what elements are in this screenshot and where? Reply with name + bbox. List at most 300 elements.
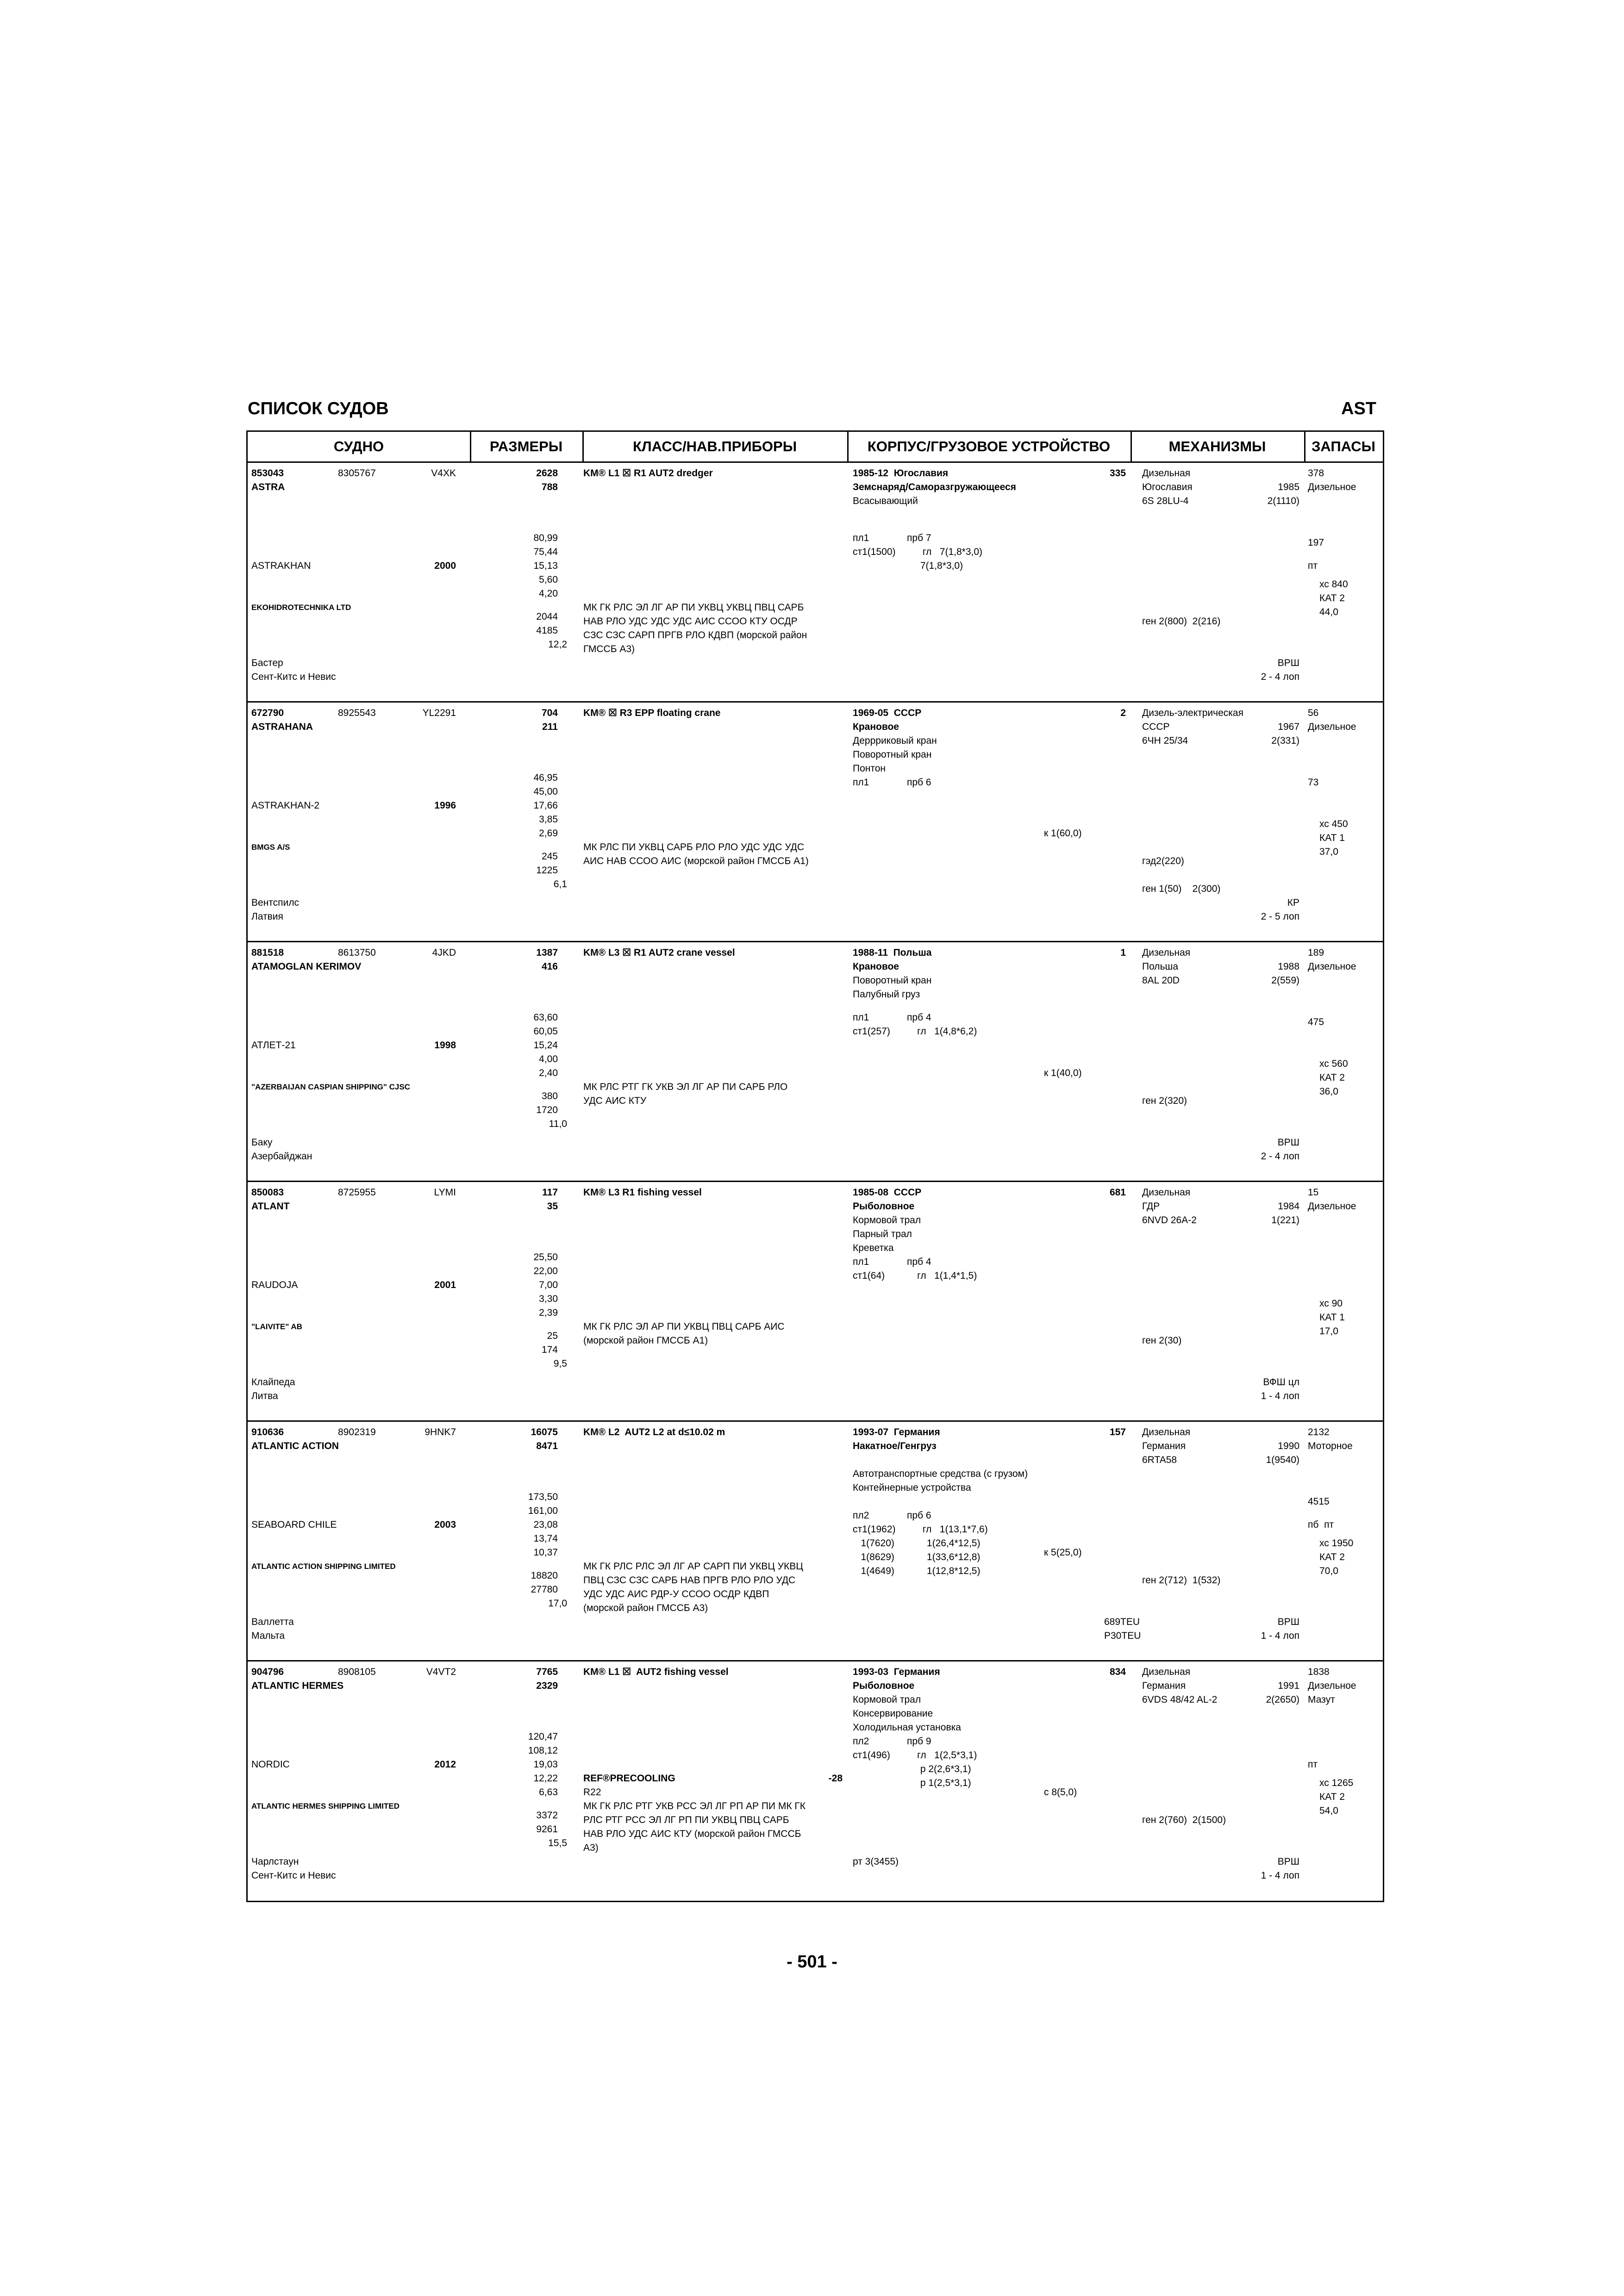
- gross-tonnage: 1387: [536, 947, 558, 958]
- ship-register-table: [246, 430, 1384, 1902]
- rename-year: 1998: [434, 1040, 456, 1051]
- dimension-value: 2,40: [539, 1068, 558, 1078]
- machinery-model: 6VDS 48/42 AL-2: [1142, 1694, 1218, 1705]
- dimension-value: 60,05: [533, 1026, 558, 1037]
- ship-type: Накатное/Генгруз: [853, 1441, 937, 1451]
- deadweight-value: 27780: [531, 1584, 558, 1595]
- propeller: ВФШ цл: [1263, 1377, 1299, 1388]
- machinery-year: 1985: [1278, 482, 1299, 492]
- class-notation: KM® L1 ☒ AUT2 fishing vessel: [583, 1667, 729, 1677]
- teu-2: P30TEU: [1104, 1630, 1141, 1641]
- page-code: AST: [1341, 399, 1376, 418]
- supply-2: Дизельное: [1308, 482, 1356, 492]
- propeller-blades: 2 - 4 лоп: [1261, 672, 1299, 682]
- build-info: 1993-07 Германия: [853, 1427, 940, 1437]
- hull-line: Парный трал: [853, 1229, 912, 1239]
- ice-2: КАТ 2: [1319, 1792, 1345, 1802]
- ice-3: 54,0: [1319, 1805, 1338, 1816]
- deadweight-value: 2044: [536, 611, 558, 622]
- refrigeration: рт 3(3455): [853, 1856, 899, 1867]
- ship-type: Земснаряд/Саморазгружающееся: [853, 482, 1016, 492]
- hull-line: Кормовой трал: [853, 1694, 921, 1705]
- deadweight-value: 3372: [536, 1810, 558, 1821]
- reg-number: 881518: [251, 947, 284, 958]
- ship-entry: [248, 463, 1383, 703]
- deck-line: р 2(2,6*3,1): [853, 1764, 971, 1774]
- build-info: 1985-08 СССР: [853, 1187, 922, 1198]
- ship-type: Рыболовное: [853, 1201, 915, 1212]
- nav-line: УДС АИС КТУ: [583, 1095, 647, 1106]
- deadweight-value: 15,5: [548, 1838, 567, 1848]
- dimension-value: 161,00: [528, 1506, 558, 1516]
- ref-class: REF®PRECOOLING: [583, 1773, 675, 1784]
- deadweight-value: 4185: [536, 625, 558, 636]
- dimension-value: 13,74: [533, 1533, 558, 1544]
- flag: Мальта: [251, 1630, 285, 1641]
- imo-number: 8908105: [338, 1667, 376, 1677]
- generators: ген 2(760) 2(1500): [1142, 1815, 1226, 1825]
- deck-line: пл1 прб 4: [853, 1257, 931, 1267]
- hull-line: Консервирование: [853, 1708, 933, 1719]
- port-of-registry: Клайпеда: [251, 1377, 295, 1388]
- machinery-model: 6ЧН 25/34: [1142, 735, 1188, 746]
- machinery-type: Дизельная: [1142, 1427, 1191, 1437]
- port-of-registry: Баку: [251, 1137, 273, 1148]
- supply-4: пт: [1308, 1759, 1318, 1770]
- crane-info: с 8(5,0): [1044, 1787, 1077, 1798]
- class-notation: KM® L2 AUT2 L2 at d≤10.02 m: [583, 1427, 725, 1437]
- imo-number: 8305767: [338, 468, 376, 479]
- ice-1: хс 1950: [1319, 1538, 1354, 1549]
- ice-3: 70,0: [1319, 1566, 1338, 1576]
- supply-4: пб пт: [1308, 1519, 1334, 1530]
- hull-line: Креветка: [853, 1243, 894, 1253]
- hull-line: Всасывающий: [853, 496, 918, 506]
- machinery-country: ГДР: [1142, 1201, 1160, 1212]
- deadweight-value: 6,1: [553, 879, 567, 890]
- page-title: СПИСОК СУДОВ: [248, 399, 389, 418]
- gross-tonnage: 704: [541, 708, 558, 718]
- generators: ген 2(30): [1142, 1335, 1182, 1346]
- propeller: ВРШ: [1277, 1137, 1299, 1148]
- nav-line: (морской район ГМССБ А1): [583, 1335, 708, 1346]
- hull-line: Поворотный кран: [853, 975, 932, 986]
- nav-line: НАВ РЛО УДС УДС УДС АИС ССОО КТУ ОСДР: [583, 616, 798, 627]
- dimension-value: 17,66: [533, 800, 558, 811]
- deck-line: ст1(496) гл 1(2,5*3,1): [853, 1750, 977, 1761]
- net-tonnage: 211: [542, 722, 558, 732]
- propeller: ВРШ: [1277, 1856, 1299, 1867]
- build-info: 1993-03 Германия: [853, 1667, 940, 1677]
- crane-info: к 5(25,0): [1044, 1547, 1082, 1558]
- call-sign: V4VT2: [426, 1667, 456, 1677]
- supply-2: Дизельное: [1308, 1201, 1356, 1212]
- hull-line: Автотранспортные средства (с грузом): [853, 1468, 1028, 1479]
- ship-entry: [248, 1182, 1383, 1422]
- nav-line: (морской район ГМССБ А3): [583, 1603, 708, 1613]
- port-of-registry: Бастер: [251, 658, 283, 668]
- supply-4: пт: [1308, 560, 1318, 571]
- owner: "AZERBAIJAN CASPIAN SHIPPING" CJSC: [251, 1083, 410, 1091]
- net-tonnage: 416: [541, 961, 558, 972]
- nav-line: СЗС СЗС САРП ПРГВ РЛО КДВП (морской район: [583, 630, 807, 641]
- machinery-type: Дизельная: [1142, 947, 1191, 958]
- ship-name: ATLANTIC ACTION: [251, 1441, 339, 1451]
- dimension-value: 5,60: [539, 574, 558, 585]
- dimension-value: 2,39: [539, 1307, 558, 1318]
- rename-year: 2003: [434, 1519, 456, 1530]
- rename-year: 1996: [434, 800, 456, 811]
- dimension-value: 120,47: [528, 1731, 558, 1742]
- teu-1: 689TEU: [1104, 1617, 1140, 1627]
- col-class: КЛАСС/НАВ.ПРИБОРЫ: [582, 432, 847, 463]
- deadweight-value: 17,0: [548, 1598, 567, 1609]
- hull-line: Контейнерные устройства: [853, 1482, 971, 1493]
- generators: гэд2(220): [1142, 856, 1184, 866]
- supply-2: Дизельное: [1308, 722, 1356, 732]
- dimension-value: 22,00: [533, 1266, 558, 1276]
- hull-line: Палубный груз: [853, 989, 920, 1000]
- owner: ATLANTIC ACTION SHIPPING LIMITED: [251, 1562, 396, 1571]
- reg-number: 850083: [251, 1187, 284, 1198]
- crane-info: к 1(60,0): [1044, 828, 1082, 839]
- gross-tonnage: 7765: [536, 1667, 558, 1677]
- col-dimensions: РАЗМЕРЫ: [470, 432, 582, 463]
- generators: ген 2(800) 2(216): [1142, 616, 1221, 627]
- supply-3: 475: [1308, 1017, 1324, 1027]
- ship-name: ASTRA: [251, 482, 285, 492]
- ship-entry: [248, 1661, 1383, 1901]
- machinery-type: Дизельная: [1142, 1187, 1191, 1198]
- class-notation: KM® L3 ☒ R1 AUT2 crane vessel: [583, 947, 735, 958]
- machinery-year: 1990: [1278, 1441, 1299, 1451]
- supply-3: 73: [1308, 777, 1319, 788]
- dimension-value: 15,24: [533, 1040, 558, 1051]
- imo-number: 8902319: [338, 1427, 376, 1437]
- dimension-value: 25,50: [533, 1252, 558, 1263]
- machinery-type: Дизельная: [1142, 1667, 1191, 1677]
- ship-name: ATLANTIC HERMES: [251, 1680, 344, 1691]
- dimension-value: 173,50: [528, 1492, 558, 1502]
- nav-line: МК ГК РЛС РТГ УКВ РСС ЭЛ ЛГ РП АР ПИ МК ГК: [583, 1801, 806, 1811]
- ice-2: КАТ 1: [1319, 833, 1345, 843]
- owner: ATLANTIC HERMES SHIPPING LIMITED: [251, 1802, 400, 1811]
- nav-line: ПВЦ СЗС СЗС САРБ НАВ ПРГВ РЛО РЛО УДС: [583, 1575, 796, 1586]
- former-name: RAUDOJA: [251, 1280, 298, 1290]
- ship-entry: [248, 942, 1383, 1182]
- machinery-power: 2(331): [1271, 735, 1299, 746]
- hull-line: Деррриковый кран: [853, 735, 937, 746]
- ice-2: КАТ 2: [1319, 1072, 1345, 1083]
- ice-3: 36,0: [1319, 1086, 1338, 1097]
- build-number: 834: [1109, 1667, 1126, 1677]
- nav-line: АИС НАВ ССОО АИС (морской район ГМССБ А1): [583, 856, 809, 866]
- dimension-value: 80,99: [533, 533, 558, 543]
- dimension-value: 23,08: [533, 1519, 558, 1530]
- supply-1: 378: [1308, 468, 1324, 479]
- machinery-country: Германия: [1142, 1441, 1186, 1451]
- deadweight-value: 380: [541, 1091, 558, 1101]
- call-sign: 4JKD: [432, 947, 456, 958]
- page-number: - 501 -: [787, 1952, 837, 1972]
- flag: Азербайджан: [251, 1151, 312, 1162]
- ship-type: Крановое: [853, 961, 899, 972]
- deck-line: ст1(1962) гл 1(13,1*7,6): [853, 1524, 988, 1535]
- nav-line: МК ГК РЛС РЛС ЭЛ ЛГ АР САРП ПИ УКВЦ УКВЦ: [583, 1561, 803, 1572]
- port-of-registry: Вентспилс: [251, 897, 300, 908]
- reg-number: 904796: [251, 1667, 284, 1677]
- deck-line: 1(4649) 1(12,8*12,5): [853, 1566, 981, 1576]
- propeller-blades: 1 - 4 лоп: [1261, 1391, 1299, 1401]
- ship-name: ASTRAHANA: [251, 722, 313, 732]
- supply-3: 4515: [1308, 1496, 1330, 1507]
- supply-2: Дизельное: [1308, 1680, 1356, 1691]
- rename-year: 2012: [434, 1759, 456, 1770]
- machinery-type: Дизельная: [1142, 468, 1191, 479]
- deadweight-value: 1720: [536, 1105, 558, 1115]
- generators: ген 2(712) 1(532): [1142, 1575, 1221, 1586]
- machinery-year: 1988: [1278, 961, 1299, 972]
- imo-number: 8725955: [338, 1187, 376, 1198]
- call-sign: YL2291: [422, 708, 456, 718]
- hull-line: Поворотный кран: [853, 749, 932, 760]
- ice-1: хс 840: [1319, 579, 1348, 590]
- machinery-year: 1984: [1278, 1201, 1299, 1212]
- machinery-power: 2(1110): [1267, 496, 1299, 506]
- deck-line: пл1 прб 6: [853, 777, 931, 788]
- propeller: ВРШ: [1277, 658, 1299, 668]
- class-notation: KM® L3 R1 fishing vessel: [583, 1187, 702, 1198]
- generators: ген 2(320): [1142, 1095, 1187, 1106]
- deck-line: 7(1,8*3,0): [853, 560, 963, 571]
- deck-line: р 1(2,5*3,1): [853, 1778, 971, 1788]
- flag: Латвия: [251, 911, 283, 922]
- nav-line: МК РЛС ПИ УКВЦ САРБ РЛО РЛО УДС УДС УДС: [583, 842, 805, 852]
- build-number: 1: [1120, 947, 1126, 958]
- hull-line: Холодильная установка: [853, 1722, 961, 1733]
- dimension-value: 4,00: [539, 1054, 558, 1064]
- flag: Литва: [251, 1391, 278, 1401]
- class-notation: KM® L1 ☒ R1 AUT2 dredger: [583, 468, 713, 479]
- machinery-power: 1(221): [1271, 1215, 1299, 1226]
- build-number: 335: [1109, 468, 1126, 479]
- dimension-value: 108,12: [528, 1745, 558, 1756]
- supply-2: Моторное: [1308, 1441, 1353, 1451]
- nav-line: РЛС РТГ РСС ЭЛ ЛГ РП ПИ УКВЦ ПВЦ САРБ: [583, 1815, 789, 1825]
- imo-number: 8613750: [338, 947, 376, 958]
- owner: "LAIVITE" AB: [251, 1322, 302, 1331]
- ship-type: Крановое: [853, 722, 899, 732]
- supply-1: 2132: [1308, 1427, 1330, 1437]
- deadweight-value: 9,5: [553, 1358, 567, 1369]
- ship-entry: [248, 1422, 1383, 1661]
- dimension-value: 3,30: [539, 1294, 558, 1304]
- imo-number: 8925543: [338, 708, 376, 718]
- col-machinery: МЕХАНИЗМЫ: [1131, 432, 1304, 463]
- deadweight-value: 25: [547, 1331, 558, 1341]
- class-notation: KM® ☒ R3 EPP floating crane: [583, 708, 721, 718]
- deadweight-value: 9261: [536, 1824, 558, 1835]
- dimension-value: 7,00: [539, 1280, 558, 1290]
- reg-number: 672790: [251, 708, 284, 718]
- build-number: 681: [1109, 1187, 1126, 1198]
- former-name: ASTRAKHAN-2: [251, 800, 320, 811]
- dimension-value: 2,69: [539, 828, 558, 839]
- machinery-power: 2(2650): [1266, 1694, 1299, 1705]
- ref-gas: R22: [583, 1787, 601, 1798]
- former-name: ASTRAKHAN: [251, 560, 311, 571]
- ship-name: ATAMOGLAN KERIMOV: [251, 961, 362, 972]
- reg-number: 910636: [251, 1427, 284, 1437]
- flag: Сент-Китс и Невис: [251, 672, 336, 682]
- port-of-registry: Чарлстаун: [251, 1856, 299, 1867]
- ice-1: хс 1265: [1319, 1778, 1354, 1788]
- reg-number: 853043: [251, 468, 284, 479]
- nav-line: НАВ РЛО УДС АИС КТУ (морской район ГМССБ: [583, 1829, 801, 1839]
- ship-name: ATLANT: [251, 1201, 290, 1212]
- machinery-power: 1(9540): [1266, 1455, 1299, 1465]
- deadweight-value: 11,0: [549, 1119, 567, 1129]
- machinery-model: 6RTA58: [1142, 1455, 1177, 1465]
- col-vessel: СУДНО: [248, 432, 470, 463]
- net-tonnage: 35: [547, 1201, 558, 1212]
- nav-line: МК ГК РЛС ЭЛ АР ПИ УКВЦ ПВЦ САРБ АИС: [583, 1321, 785, 1332]
- nav-line: МК РЛС РТГ ГК УКВ ЭЛ ЛГ АР ПИ САРБ РЛО: [583, 1082, 788, 1092]
- machinery-year: 1991: [1278, 1680, 1299, 1691]
- gross-tonnage: 117: [542, 1187, 558, 1198]
- propeller-blades: 1 - 4 лоп: [1261, 1630, 1299, 1641]
- nav-line: УДС УДС АИС РДР-У ССОО ОСДР КДВП: [583, 1589, 769, 1599]
- deck-line: 1(8629) 1(33,6*12,8): [853, 1552, 981, 1562]
- col-supplies: ЗАПАСЫ: [1304, 432, 1383, 463]
- dimension-value: 3,85: [539, 814, 558, 825]
- dimension-value: 45,00: [533, 786, 558, 797]
- machinery-country: СССР: [1142, 722, 1170, 732]
- machinery-country: Германия: [1142, 1680, 1186, 1691]
- deadweight-value: 1225: [536, 865, 558, 876]
- crane-info: к 1(40,0): [1044, 1068, 1082, 1078]
- dimension-value: 10,37: [533, 1547, 558, 1558]
- generators-2: ген 1(50) 2(300): [1142, 884, 1221, 894]
- machinery-country: Югославия: [1142, 482, 1193, 492]
- gross-tonnage: 16075: [531, 1427, 558, 1437]
- former-name: SEABOARD CHILE: [251, 1519, 337, 1530]
- propeller-blades: 2 - 5 лоп: [1261, 911, 1299, 922]
- supply-3: 197: [1308, 537, 1324, 548]
- deck-line: пл1 прб 7: [853, 533, 931, 543]
- call-sign: LYMI: [434, 1187, 456, 1198]
- machinery-model: 6NVD 26A-2: [1142, 1215, 1197, 1226]
- owner: BMGS A/S: [251, 843, 290, 852]
- ice-1: хс 90: [1319, 1298, 1343, 1309]
- nav-line: ГМССБ А3): [583, 644, 635, 654]
- deck-line: пл2 прб 9: [853, 1736, 931, 1747]
- dimension-value: 12,22: [533, 1773, 558, 1784]
- deck-line: ст1(257) гл 1(4,8*6,2): [853, 1026, 977, 1037]
- dimension-value: 63,60: [533, 1012, 558, 1023]
- deck-line: 1(7620) 1(26,4*12,5): [853, 1538, 981, 1549]
- ice-3: 44,0: [1319, 607, 1338, 617]
- build-info: 1985-12 Югославия: [853, 468, 949, 479]
- supply-1: 56: [1308, 708, 1319, 718]
- ice-2: КАТ 2: [1319, 593, 1345, 604]
- machinery-country: Польша: [1142, 961, 1179, 972]
- deadweight-value: 245: [541, 851, 558, 862]
- nav-line: А3): [583, 1842, 599, 1853]
- deadweight-value: 12,2: [548, 639, 567, 650]
- port-of-registry: Валлетта: [251, 1617, 294, 1627]
- machinery-model: 6S 28LU-4: [1142, 496, 1189, 506]
- dimension-value: 6,63: [539, 1787, 558, 1798]
- net-tonnage: 8471: [536, 1441, 558, 1451]
- rename-year: 2001: [434, 1280, 456, 1290]
- machinery-power: 2(559): [1271, 975, 1299, 986]
- ice-1: хс 450: [1319, 819, 1348, 829]
- gross-tonnage: 2628: [536, 468, 558, 479]
- supply-2: Дизельное: [1308, 961, 1356, 972]
- build-number: 2: [1120, 708, 1126, 718]
- build-info: 1969-05 СССР: [853, 708, 922, 718]
- former-name: NORDIC: [251, 1759, 290, 1770]
- deadweight-value: 174: [541, 1344, 558, 1355]
- dimension-value: 15,13: [533, 560, 558, 571]
- propeller-blades: 2 - 4 лоп: [1261, 1151, 1299, 1162]
- former-name: АТЛЕТ-21: [251, 1040, 296, 1051]
- hull-line: Понтон: [853, 763, 886, 774]
- supply-1: 1838: [1308, 1667, 1330, 1677]
- rename-year: 2000: [434, 560, 456, 571]
- owner: EKOHIDROTECHNIKA LTD: [251, 603, 351, 612]
- call-sign: V4XK: [431, 468, 456, 479]
- machinery-model: 8AL 20D: [1142, 975, 1180, 986]
- nav-line: МК ГК РЛС ЭЛ ЛГ АР ПИ УКВЦ УКВЦ ПВЦ САРБ: [583, 602, 804, 613]
- hull-line: Кормовой трал: [853, 1215, 921, 1226]
- deck-line: ст1(64) гл 1(1,4*1,5): [853, 1270, 977, 1281]
- dimension-value: 19,03: [533, 1759, 558, 1770]
- flag: Сент-Китс и Невис: [251, 1870, 336, 1881]
- propeller-blades: 1 - 4 лоп: [1261, 1870, 1299, 1881]
- ship-entry: [248, 703, 1383, 942]
- supply-1: 15: [1308, 1187, 1319, 1198]
- supply-1: 189: [1308, 947, 1324, 958]
- net-tonnage: 2329: [536, 1680, 558, 1691]
- machinery-type: Дизель-электрическая: [1142, 708, 1243, 718]
- dimension-value: 4,20: [539, 588, 558, 599]
- ice-1: хс 560: [1319, 1058, 1348, 1069]
- build-info: 1988-11 Польша: [853, 947, 932, 958]
- deck-line: пл2 прб 6: [853, 1510, 931, 1521]
- call-sign: 9HNK7: [425, 1427, 456, 1437]
- dimension-value: 75,44: [533, 547, 558, 557]
- propeller: ВРШ: [1277, 1617, 1299, 1627]
- ice-3: 37,0: [1319, 846, 1338, 857]
- supply-2b: Мазут: [1308, 1694, 1335, 1705]
- ref-temp: -28: [828, 1773, 843, 1784]
- ice-2: КАТ 2: [1319, 1552, 1345, 1562]
- col-hull: КОРПУС/ГРУЗОВОЕ УСТРОЙСТВО: [847, 432, 1131, 463]
- ship-type: Рыболовное: [853, 1680, 915, 1691]
- net-tonnage: 788: [541, 482, 558, 492]
- deck-line: пл1 прб 4: [853, 1012, 931, 1023]
- ice-3: 17,0: [1319, 1326, 1338, 1337]
- ice-2: КАТ 1: [1319, 1312, 1345, 1323]
- dimension-value: 46,95: [533, 772, 558, 783]
- deadweight-value: 18820: [531, 1570, 558, 1581]
- machinery-year: 1967: [1278, 722, 1299, 732]
- propeller: КР: [1287, 897, 1299, 908]
- deck-line: ст1(1500) гл 7(1,8*3,0): [853, 547, 983, 557]
- build-number: 157: [1109, 1427, 1126, 1437]
